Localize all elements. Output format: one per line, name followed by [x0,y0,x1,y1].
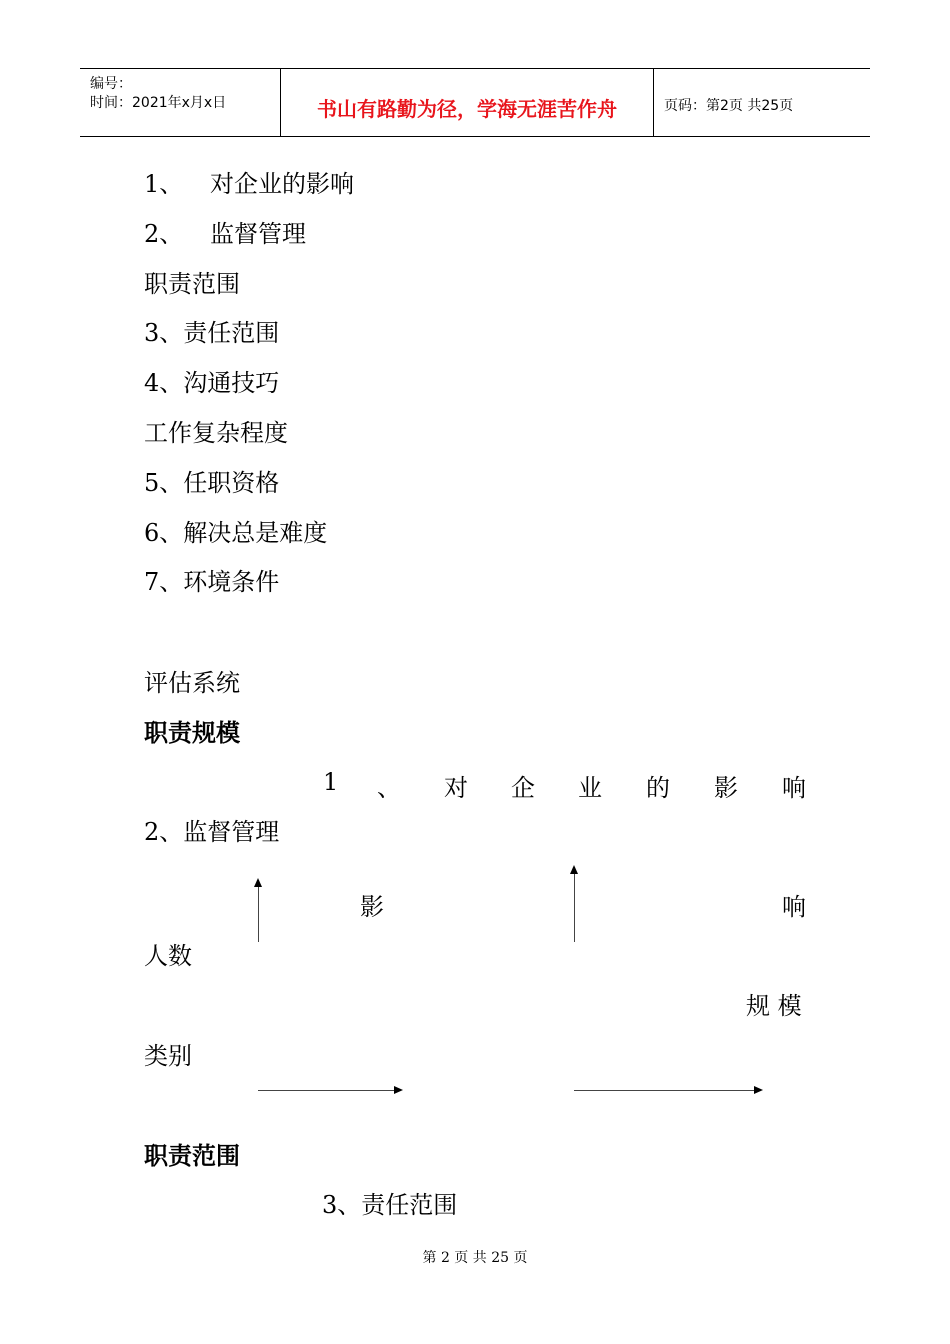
date-label: 时间：2021年x月x日 [90,95,227,111]
number-label: 编号： [90,76,132,92]
responsibility-line: 3、责任范围 [322,1191,458,1219]
left-up-arrow [258,880,259,942]
x-axis-label: 类别 [144,1042,192,1070]
y-axis-label: 人数 [144,942,192,970]
right-up-arrow [574,867,575,942]
section-title-scale: 职责规模 [144,719,240,747]
document-header [80,68,870,137]
header-page-cell [654,69,870,136]
motto: 书山有路勤为径，学海无涯苦作舟 [317,97,617,121]
right-right-arrow [574,1090,761,1091]
eval-title: 评估系统 [144,669,240,697]
supervision-line: 2、监督管理 [144,818,280,846]
diagram-label-left: 影 [360,893,384,921]
page-code: 页码：第2页 共25页 [664,98,794,114]
outline-item: 3、责任范围 [144,319,280,347]
header-motto-cell [281,69,654,136]
outline-item: 6、解决总是难度 [144,519,328,547]
diagram-label-right: 响 [782,893,806,921]
outline-item: 1、 对企业的影响 [144,170,354,198]
outline-item: 职责范围 [144,270,240,298]
outline-item: 2、 监督管理 [144,220,306,248]
header-info-cell [80,69,281,136]
outline-item: 7、环境条件 [144,568,280,596]
section-title-scope: 职责范围 [144,1142,240,1170]
outline-item: 5、任职资格 [144,469,280,497]
spaced-heading: 1 、 对 企 业 的 影 响 [323,768,806,802]
left-right-arrow [258,1090,401,1091]
outline-item: 4、沟通技巧 [144,369,280,397]
diagram-label-scale: 规 模 [746,992,802,1020]
outline-item: 工作复杂程度 [144,419,288,447]
page-footer: 第 2 页 共 25 页 [422,1250,528,1266]
